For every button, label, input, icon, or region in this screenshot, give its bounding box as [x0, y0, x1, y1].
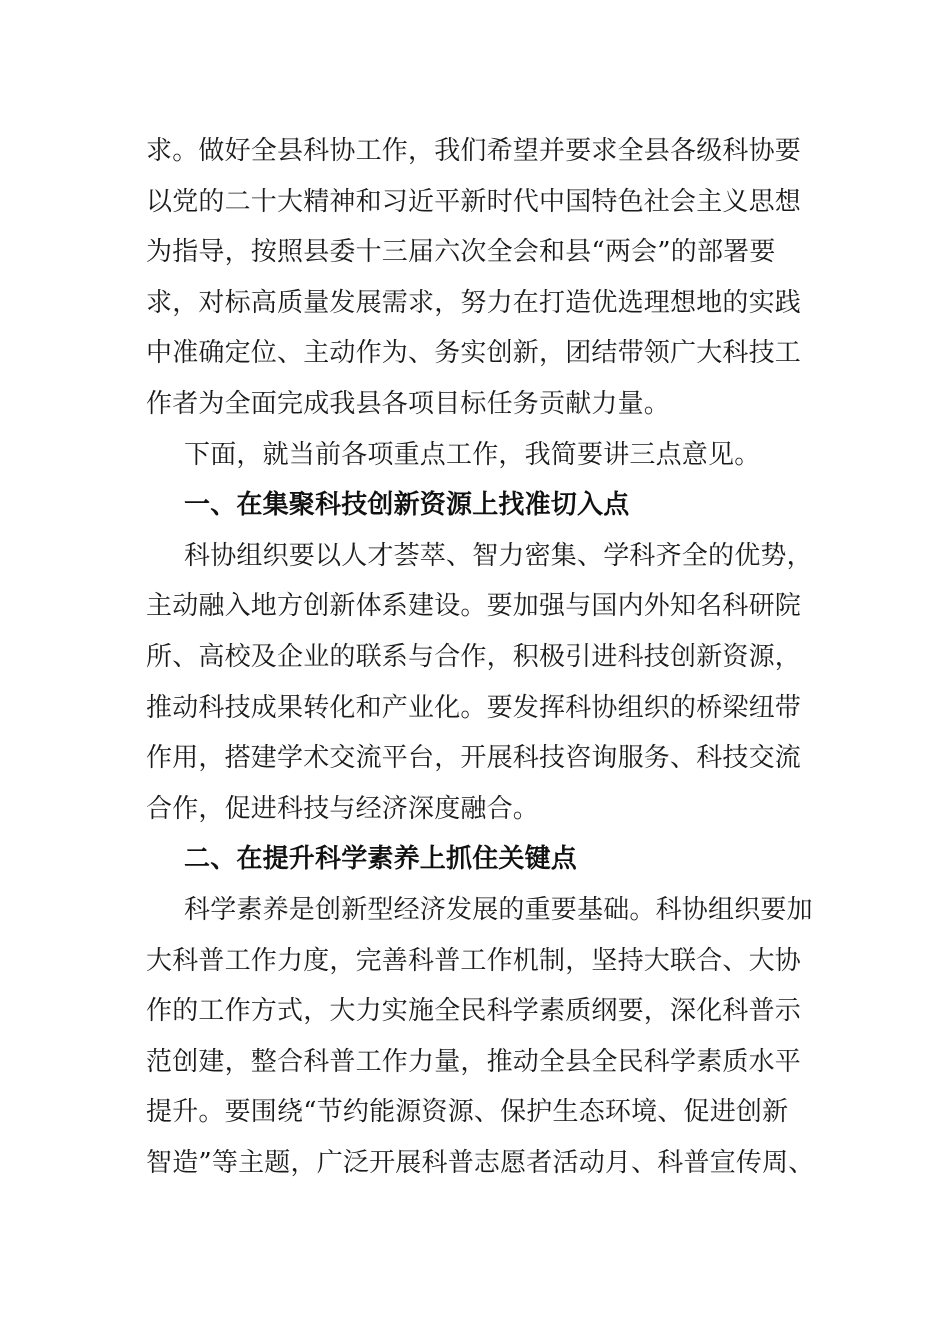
paragraph-line: 作者为全面完成我县各项目标任务贡献力量。 — [146, 388, 671, 419]
paragraph-line: 所、高校及企业的联系与合作，积极引进科技创新资源， — [146, 641, 802, 672]
paragraph-line: 下面，就当前各项重点工作，我简要讲三点意见。 — [184, 439, 761, 470]
paragraph-line: 作用，搭建学术交流平台，开展科技咨询服务、科技交流 — [146, 743, 802, 774]
paragraph-line: 智造”等主题，广泛开展科普志愿者活动月、科普宣传周、 — [146, 1147, 815, 1178]
paragraph-line: 求。做好全县科协工作，我们希望并要求全县各级科协要 — [146, 136, 802, 166]
paragraph-line: 科协组织要以人才荟萃、智力密集、学科齐全的优势， — [184, 540, 813, 571]
document-body — [146, 126, 815, 1188]
paragraph-line: 为指导，按照县委十三届六次全会和县“两会”的部署要 — [146, 237, 776, 268]
paragraph-line: 以党的二十大精神和习近平新时代中国特色社会主义思想 — [146, 186, 802, 217]
paragraph-line: 提升。要围绕“节约能源资源、保护生态环境、促进创新 — [146, 1097, 789, 1128]
paragraph-line: 大科普工作力度，完善科普工作机制，坚持大联合、大协 — [146, 945, 802, 976]
section-heading-2: 二、在提升科学素养上抓住关键点 — [184, 844, 578, 875]
paragraph-line: 中准确定位、主动作为、务实创新，团结带领广大科技工 — [146, 338, 802, 369]
paragraph-line: 合作，促进科技与经济深度融合。 — [146, 793, 540, 824]
paragraph-line: 范创建，整合科普工作力量，推动全县全民科学素质水平 — [146, 1046, 802, 1077]
paragraph-line: 作的工作方式，大力实施全民科学素质纲要，深化科普示 — [146, 996, 802, 1027]
paragraph-line: 推动科技成果转化和产业化。要发挥科协组织的桥梁纽带 — [146, 692, 802, 723]
paragraph-line: 科学素养是创新型经济发展的重要基础。科协组织要加 — [184, 894, 813, 925]
section-heading-1: 一、在集聚科技创新资源上找准切入点 — [184, 490, 630, 521]
paragraph-line: 主动融入地方创新体系建设。要加强与国内外知名科研院 — [146, 591, 802, 622]
paragraph-line: 求，对标高质量发展需求，努力在打造优选理想地的实践 — [146, 287, 802, 318]
